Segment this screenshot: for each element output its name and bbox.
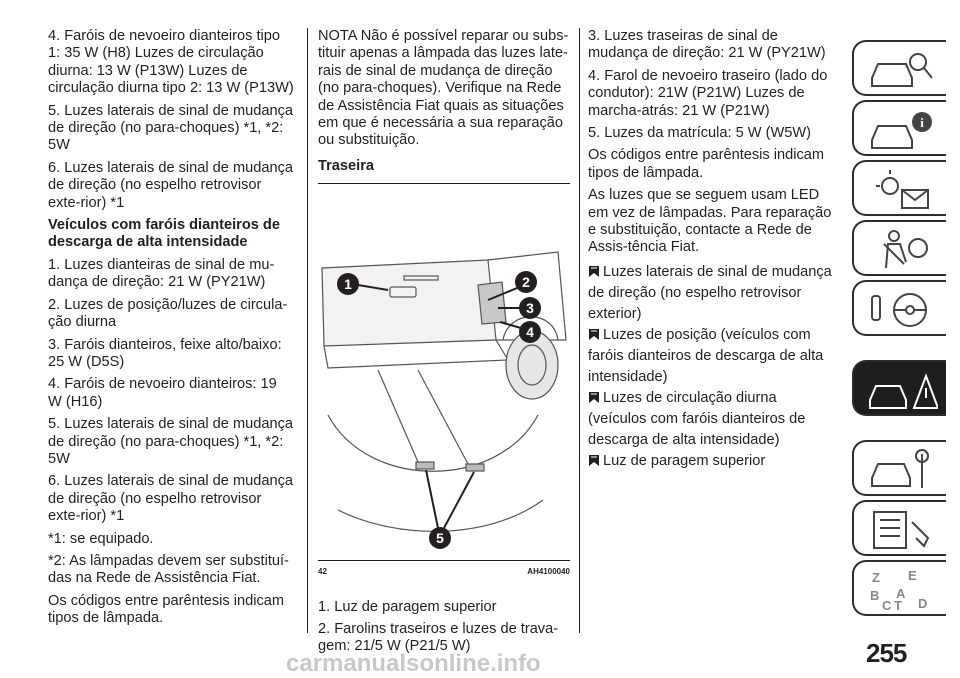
led-list-item: Luzes de circulação diurna (veículos com faróis dianteiros de descarga de alta intensidade) (588, 389, 806, 448)
svg-text:C: C (882, 598, 892, 612)
tab-starting-driving[interactable] (852, 280, 946, 336)
callout-label-4: 4 (526, 324, 534, 341)
paragraph: 3. Faróis dianteiros, feixe alto/baixo: 25 W (D5S) (48, 336, 282, 370)
alphabetical-index-icon (868, 568, 938, 612)
list-item: 1. Luz de paragem superior (318, 598, 497, 615)
list-item: 2. Farolins traseiros e luzes de trava-gem: 21/5 W (P21/5 W) (318, 621, 559, 655)
spec-list-icon (868, 508, 938, 552)
column-1 (48, 28, 294, 633)
steering-wheel-icon (868, 288, 938, 332)
car-wrench-icon (868, 448, 938, 492)
callout-label-5: 5 (436, 530, 444, 547)
bookmark-icon (588, 455, 600, 466)
figure-caption (318, 560, 570, 580)
paragraph: As luzes que se seguem usam LED em vez de lâmpadas. Para reparação e substituição, contacte a Rede de Assis-tência Fiat. (588, 187, 832, 256)
paragraph: 6. Luzes laterais de sinal de mudança de direção (no espelho retrovisor exte-rior) *1 (48, 473, 294, 525)
footnote: *2: As lâmpadas devem ser substituí-das na Rede de Assistência Fiat. (48, 552, 289, 587)
watermark: carmanualsonline.info (286, 650, 541, 677)
column-divider (307, 28, 308, 633)
car-info-icon (868, 108, 938, 152)
figure-number: 42 (318, 567, 327, 577)
bookmark-icon (588, 392, 600, 403)
paragraph: 4. Faróis de nevoeiro dianteiros: 19 W (H16) (48, 376, 277, 410)
svg-text:B: B (870, 588, 880, 603)
tab-technical-data[interactable] (852, 500, 946, 556)
callout-label-2: 2 (522, 274, 530, 291)
note-paragraph: NOTA Não é possível reparar ou subs-tituir apenas a lâmpada das luzes late-rais de sinal de mudança de direção (no para-choques). Verifique na Rede de Assistência Fiat quais as situações em que é necessária a sua reparação ou substituição. (318, 28, 569, 149)
figure-code: AH4100040 (527, 567, 570, 577)
tab-knowing-vehicle[interactable] (852, 40, 946, 96)
paragraph: 1. Luzes dianteiras de sinal de mu-dança de direção: 21 W (PY21W) (48, 256, 275, 291)
warning-light-icon (868, 168, 938, 212)
svg-text:T: T (894, 598, 902, 612)
svg-text:D: D (918, 596, 928, 611)
bookmark-icon (588, 329, 600, 340)
led-list-item: Luzes laterais de sinal de mudança de direção (no espelho retrovisor exterior) (588, 263, 832, 322)
truck-rear-illustration (318, 190, 570, 560)
figure-top-rule (318, 183, 570, 184)
svg-text:A: A (896, 586, 906, 601)
tab-emergency[interactable] (852, 360, 946, 416)
paragraph: Os códigos entre parêntesis indicam tipos de lâmpada. (48, 592, 285, 627)
section-heading: Veículos com faróis dianteiros de descarga de alta intensidade (48, 217, 280, 251)
svg-text:i: i (920, 115, 924, 130)
emergency-icon (868, 368, 938, 412)
paragraph: 5. Luzes da matrícula: 5 W (W5W) (588, 125, 812, 142)
tab-maintenance[interactable] (852, 440, 946, 496)
paragraph: 4. Faróis de nevoeiro dianteiros tipo 1: 35 W (H8) Luzes de circulação diurna: 13 W (P13W) Luzes de circulação diurna tipo 2: 13 W (P13W) (48, 28, 294, 97)
svg-text:E: E (908, 568, 917, 583)
column-3 (588, 28, 834, 472)
tab-index[interactable] (852, 560, 946, 616)
callout-label-1: 1 (344, 276, 352, 293)
paragraph: 6. Luzes laterais de sinal de mudança de direção (no espelho retrovisor exte-rior) *1 (48, 159, 294, 211)
column-divider (579, 28, 580, 633)
tab-safety[interactable] (852, 220, 946, 276)
seatbelt-airbag-icon (868, 228, 938, 272)
paragraph: 5. Luzes laterais de sinal de mudança de direção (no para-choques) *1, *2: 5W (48, 416, 294, 467)
svg-text:Z: Z (872, 570, 880, 585)
section-heading-rear: Traseira (318, 157, 374, 174)
paragraph: 3. Luzes traseiras de sinal de mudança de direção: 21 W (PY21W) (588, 28, 826, 62)
car-search-icon (868, 48, 938, 92)
tab-info[interactable] (852, 100, 946, 156)
tab-warning-lights[interactable] (852, 160, 946, 216)
paragraph: 5. Luzes laterais de sinal de mudança de direção (no para-choques) *1, *2: 5W (48, 102, 294, 154)
led-list-item: Luzes de posição (veículos com faróis dianteiros de descarga de alta intensidade) (588, 326, 824, 385)
rear-lights-figure (318, 190, 570, 560)
led-list-item: Luz de paragem superior (588, 451, 834, 472)
paragraph: 4. Farol de nevoeiro traseiro (lado do condutor): 21W (P21W) Luzes de marcha-atrás: 21 W (P21W) (588, 67, 828, 119)
paragraph: 2. Luzes de posição/luzes de circula-ção diurna (48, 296, 288, 331)
paragraph: Os códigos entre parêntesis indicam tipos de lâmpada. (588, 147, 825, 181)
column-2 (318, 28, 570, 661)
callout-label-3: 3 (526, 300, 534, 317)
page-number: 255 (866, 638, 907, 668)
bookmark-icon (588, 266, 600, 277)
footnote: *1: se equipado. (48, 530, 154, 547)
